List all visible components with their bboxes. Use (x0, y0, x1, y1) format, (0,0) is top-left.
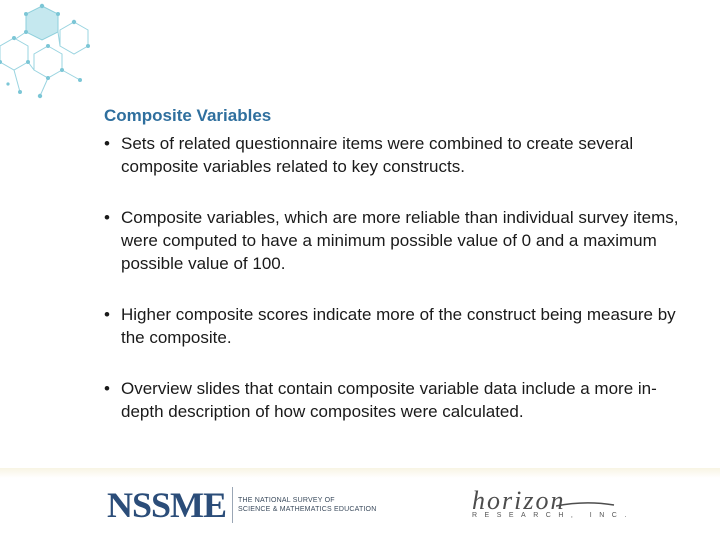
bullet-text: Composite variables, which are more reliable than individual survey items, were computed to have a minimum possible value of 0 and a maximum possible value of 100. (121, 208, 679, 273)
list-item (104, 206, 694, 275)
bullet-list (104, 132, 694, 451)
bullet-glyph: • (104, 379, 110, 398)
bullet-text: Higher composite scores indicate more of the construct being measure by the composite. (121, 305, 676, 347)
horizon-logo (468, 486, 634, 526)
slide-title: Composite Variables (104, 106, 272, 125)
nssme-logo (107, 484, 376, 526)
horizon-script: horizon (472, 486, 566, 515)
nssme-tagline-line1: THE NATIONAL SURVEY OF (238, 497, 335, 504)
bullet-glyph: • (104, 208, 110, 227)
bullet-glyph: • (104, 134, 110, 153)
hexagon-network-icon (0, 0, 100, 110)
list-item (104, 132, 694, 178)
logo-divider (232, 487, 233, 523)
horizon-subtitle: RESEARCH, INC. (472, 512, 634, 519)
bullet-text: Overview slides that contain composite variable data include a more in-depth description of how composites were calculated. (121, 379, 657, 421)
bullet-glyph: • (104, 305, 110, 324)
swoosh-icon (556, 498, 616, 512)
list-item (104, 377, 694, 423)
list-item (104, 303, 694, 349)
bullet-text: Sets of related questionnaire items were combined to create several composite variables related to key constructs. (121, 134, 634, 176)
nssme-tagline (238, 496, 376, 514)
nssme-mark: NSSME (107, 485, 227, 525)
footer-band (0, 468, 720, 478)
nssme-tagline-line2: SCIENCE & MATHEMATICS EDUCATION (238, 506, 377, 513)
